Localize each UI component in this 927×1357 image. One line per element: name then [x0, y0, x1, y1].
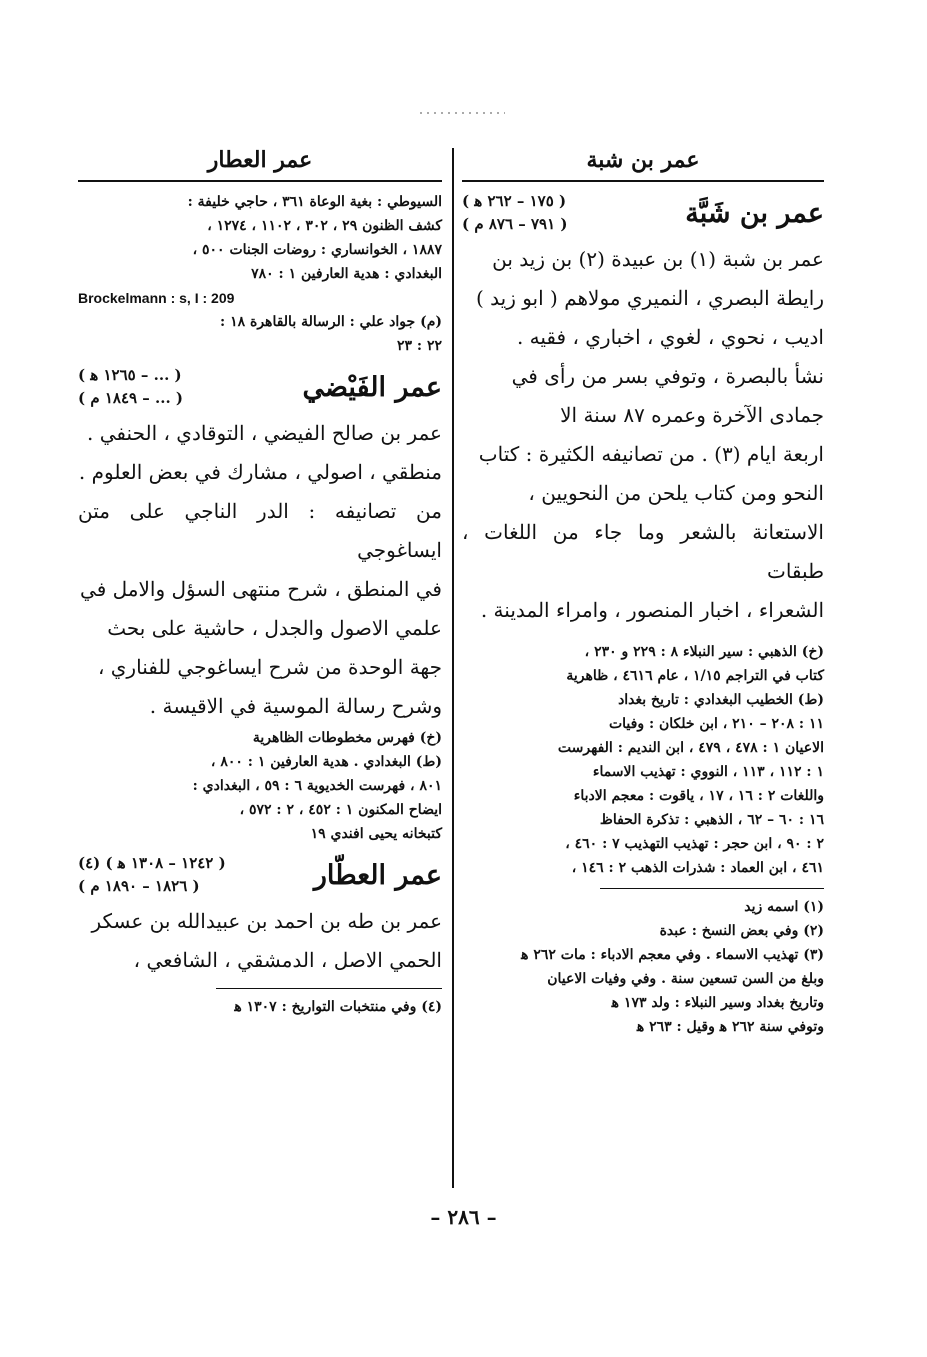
dates-ad: ( ٧٩١ – ٨٧٦ م ): [462, 215, 568, 233]
ref-line: (ط) الخطيب البغدادي : تاريخ بغداد: [618, 692, 824, 708]
ref-line: (خ) فهرس مخطوطات الظاهرية: [252, 730, 442, 746]
page-number: – ٢٨٦ –: [430, 1205, 497, 1229]
body-line: جمادى الآخرة وعمره ٨٧ سنة الا: [560, 403, 824, 427]
ref-line: البغدادي : هدية العارفين ١ : ٧٨٠: [251, 266, 442, 282]
right-header: عمر بن شبة: [462, 140, 824, 182]
body-line: في المنطق ، شرح منتهى السؤل والامل في: [80, 577, 442, 601]
entry-heading-faydi: [78, 364, 442, 410]
body-line: الحمي الاصل ، الدمشقي ، الشافعي ،: [133, 948, 442, 972]
entry-dates: [78, 852, 226, 898]
entry-name: عمر العطّار: [313, 859, 442, 891]
body-line: اربعة ايام (٣) . من تصانيفه الكثيرة : كتاب: [478, 442, 824, 466]
ref-line: كشف الظنون ٢٩ ، ٣٠٢ ، ١١٠٢ ، ١٢٧٤ ،: [207, 218, 442, 234]
ref-line: ١٦ : ٦٠ – ٦٢ ، الذهبي : تذكرة الحفاظ: [599, 812, 824, 828]
body-line: اديب ، نحوي ، لغوي ، اخباري ، فقيه .: [516, 325, 824, 349]
footnote-line: (٢) وفي بعض النسخ : عبدة: [659, 923, 824, 939]
body-line: عمر بن صالح الفيضي ، التوقادي ، الحنفي .: [87, 421, 442, 445]
entry-name: عمر بن شَبَّة: [685, 197, 824, 229]
column-divider: [452, 148, 454, 1188]
entry-body: [78, 414, 442, 726]
dates-hijri: ( ... – ١٢٦٥ ﻫ ): [78, 366, 182, 384]
continued-references: [78, 190, 442, 358]
entry-dates: [462, 190, 567, 236]
body-line: منطقي ، اصولي ، مشارك في بعض العلوم .: [78, 460, 442, 484]
ref-line: (ط) البغدادي . هدية العارفين ١ : ٨٠٠ ،: [210, 754, 442, 770]
body-line: علمي الاصول والجدل ، حاشية على بحث: [107, 616, 442, 640]
ref-line: السيوطي : بغية الوعاة ٣٦١ ، حاجي خليفة :: [187, 194, 442, 210]
body-line: رايطة البصري ، النميري مولاهم ( ابو زيد ): [475, 286, 824, 310]
footnote-line: (٣) تهذيب الاسماء . وفي معجم الادباء : مات ٢٦٢ ﻫ: [521, 947, 824, 963]
body-line: جهة الوحدة من شرح ايساغوجي للفناري ،: [97, 655, 442, 679]
ref-line: كتبخانه يحيى افندي ١٩: [310, 826, 442, 842]
dates-hijri: ( ١٧٥ – ٢٦٢ ﻫ ): [462, 192, 567, 210]
ref-line: ايضاح المكنون ١ : ٤٥٢ ، ٢ : ٥٧٢ ،: [239, 802, 442, 818]
body-line: النحو ومن كتاب يلحن من النحويين ،: [528, 481, 824, 505]
body-line: نشأ بالبصرة ، وتوفي بسر من رأى في: [511, 364, 824, 388]
ref-line: (خ) الذهبي : سير النبلاء ٨ : ٢٢٩ و ٢٣٠ ،: [584, 644, 824, 660]
latin-reference: Brockelmann : s, I : 209: [78, 290, 235, 306]
scan-speck: [420, 112, 505, 114]
left-header: عمر العطار: [78, 140, 442, 182]
ref-line: ٢٢ : ٢٣: [396, 338, 442, 354]
entry-body: [462, 240, 824, 630]
ref-line: (م) جواد علي : الرسالة بالقاهرة ١٨ :: [220, 314, 442, 330]
dates-ad: ( ١٨٢٦ – ١٨٩٠ م ): [78, 877, 200, 895]
footnote-rule: [216, 988, 442, 989]
ref-line: ١١ : ٢٠٨ – ٢١٠ ، ابن خلكان : وفيات: [608, 716, 824, 732]
entry-references: [78, 726, 442, 846]
ref-line: الاعيان ١ : ٤٧٨ ، ٤٧٩ ، ابن النديم : الفهرست: [557, 740, 824, 756]
footnote-rule: [600, 888, 824, 889]
dates-ad: ( ... – ١٨٤٩ م ): [78, 389, 184, 407]
ref-line: واللغات ٢ : ١٦ ، ١٧ ، ياقوت : معجم الادباء: [573, 788, 824, 804]
footnote-line: وتوفي سنة ٢٦٢ ﻫ وقيل : ٢٦٣ ﻫ: [636, 1019, 824, 1035]
footnotes: [462, 895, 824, 1039]
entry-body: [78, 902, 442, 980]
entry-references: [462, 640, 824, 880]
footnote-line: (١) اسمه زيد: [744, 899, 824, 915]
entry-name: عمر الفَيْضي: [302, 371, 442, 403]
right-column: [462, 140, 824, 1039]
ref-line: ٤٦١ ، ابن العماد : شذرات الذهب ٢ : ١٤٦ ،: [571, 860, 824, 876]
ref-line: ١٨٨٧ ، الخوانساري : روضات الجنات ٥٠٠ ،: [192, 242, 442, 258]
footnote-line: وبلغ من السن تسعين سنة . وفي وفيات الاعيان: [547, 971, 824, 987]
body-line: وشرح رسالة الموسية في الاقيسة .: [149, 694, 442, 718]
ref-line: ٢ : ٩٠ ، ابن حجر : تهذيب التهذيب ٧ : ٤٦٠ ،: [565, 836, 824, 852]
body-line: عمر بن شبة (١) بن عبيدة (٢) بن زيد بن: [492, 247, 824, 271]
body-line: الشعراء ، اخبار المنصور ، وامراء المدينة .: [480, 598, 824, 622]
body-line: الاستعانة بالشعر وما جاء من اللغات ، طبقات: [462, 520, 824, 583]
body-line: عمر بن طه بن احمد بن عبيدالله بن عسكر: [91, 909, 442, 933]
footnote-line: وتاريخ بغداد وسير النبلاء : ولد ١٧٣ ﻫ: [611, 995, 824, 1011]
body-line: من تصانيفه : الدر الناجي على متن ايساغوجي: [78, 499, 442, 562]
ref-line: ١ : ١١٢ ، ١١٣ ، النووي : تهذيب الاسماء: [592, 764, 824, 780]
ref-line: ٨٠١ ، فهرست الخديوية ٦ : ٥٩ ، البغدادي :: [192, 778, 442, 794]
left-column: [78, 140, 442, 1019]
footnote-line: (٤) وفي منتخبات التواريخ : ١٣٠٧ ﻫ: [234, 999, 442, 1015]
ref-line: كتاب في التراجم ١/١٥ ، عام ٤٦١٦ ، ظاهرية: [566, 668, 824, 684]
dates-hijri: ( ١٢٤٢ – ١٣٠٨ ﻫ ) (٤): [78, 854, 226, 872]
entry-heading-ibn-shabba: [462, 190, 824, 236]
entry-dates: [78, 364, 183, 410]
entry-heading-attar: [78, 852, 442, 898]
